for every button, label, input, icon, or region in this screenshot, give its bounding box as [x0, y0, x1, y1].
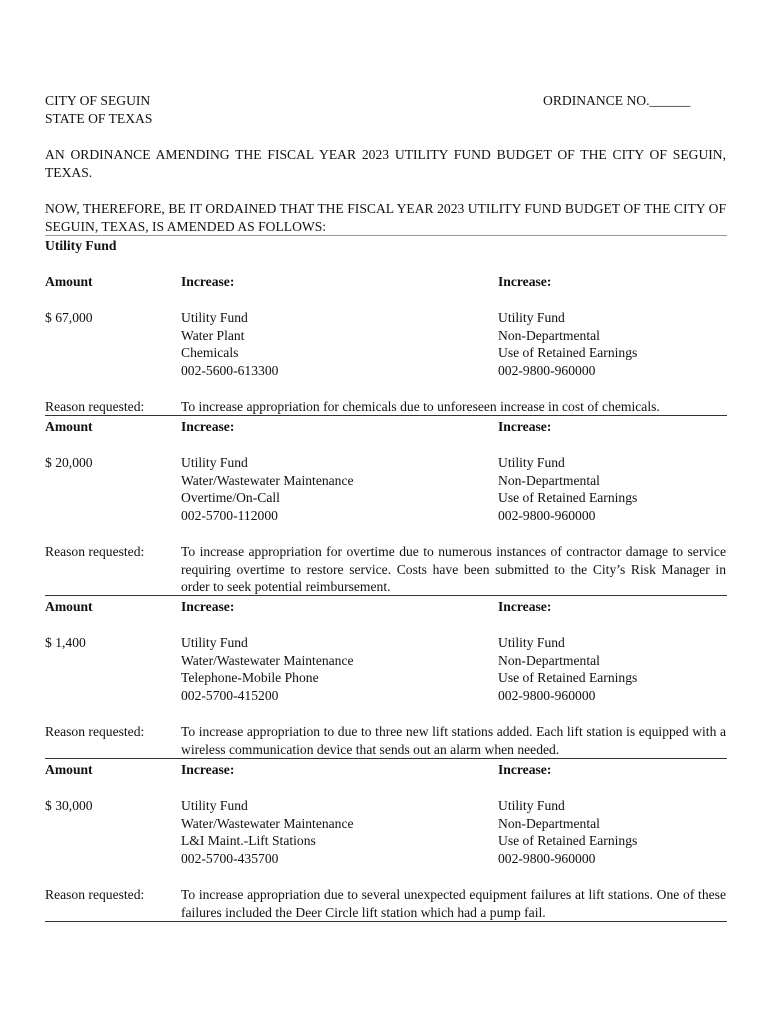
increase-label: Increase:: [498, 419, 552, 434]
item-amount: $ 20,000: [45, 455, 93, 470]
source-account: [498, 309, 637, 379]
increase-account: [181, 309, 278, 379]
account-line: Non-Departmental: [498, 327, 600, 343]
account-line: Chemicals: [181, 345, 239, 360]
item-header: [45, 761, 726, 779]
account-line: Water/Wastewater Maintenance: [181, 652, 354, 668]
account-line: Non-Departmental: [498, 472, 600, 488]
increase-label: Increase:: [498, 274, 552, 289]
reason-text: To increase appropriation for overtime due to numerous instances of contractor damage to service requiring overtime to restore service. Costs have been submitted to the City’s Risk Manager in order to seek potential reimbursement.: [181, 544, 726, 594]
budget-item: [45, 418, 726, 596]
account-number: 002-9800-960000: [498, 687, 596, 703]
ordinance-title: AN ORDINANCE AMENDING THE FISCAL YEAR 2023 UTILITY FUND BUDGET OF THE CITY OF SEGUIN, TEXAS.: [45, 147, 726, 180]
account-line: Use of Retained Earnings: [498, 670, 638, 685]
item-divider: [45, 921, 727, 922]
account-line: Utility Fund: [498, 798, 565, 813]
reason-text: To increase appropriation to due to three new lift stations added. Each lift station is equipped with a wireless communication device that sends out an alarm when needed.: [181, 724, 726, 757]
budget-item: [45, 273, 726, 416]
increase-account: [181, 634, 354, 704]
account-line: Utility Fund: [181, 455, 248, 470]
account-line: Utility Fund: [498, 310, 565, 325]
fund-title: Utility Fund: [45, 238, 117, 253]
amount-label: Amount: [45, 762, 93, 777]
increase-label: Increase:: [181, 419, 235, 434]
account-line: Utility Fund: [181, 635, 248, 650]
account-number: 002-5700-435700: [181, 850, 279, 866]
ordinance-number: ORDINANCE NO.______: [543, 93, 691, 108]
reason-row: [45, 886, 726, 921]
account-line: Utility Fund: [498, 635, 565, 650]
amount-label: Amount: [45, 599, 93, 614]
account-line: Utility Fund: [498, 455, 565, 470]
item-body: [45, 454, 726, 526]
item-amount: $ 30,000: [45, 798, 93, 813]
account-number: 002-9800-960000: [498, 507, 596, 523]
item-amount: $ 1,400: [45, 635, 86, 650]
account-line: Utility Fund: [181, 798, 248, 813]
state-name: STATE OF TEXAS: [45, 110, 153, 126]
reason-label: Reason requested:: [45, 544, 145, 559]
source-account: [498, 454, 637, 524]
reason-text: To increase appropriation due to several unexpected equipment failures at lift stations. One of these failures included the Deer Circle lift station which had a pump fail.: [181, 887, 726, 920]
increase-label: Increase:: [498, 762, 552, 777]
item-header: [45, 418, 726, 436]
account-line: Utility Fund: [181, 310, 248, 325]
item-divider: [45, 415, 727, 416]
item-header: [45, 273, 726, 291]
account-line: Water/Wastewater Maintenance: [181, 815, 354, 831]
account-line: Telephone-Mobile Phone: [181, 670, 319, 685]
source-account: [498, 797, 637, 867]
item-header: [45, 598, 726, 616]
reason-label: Reason requested:: [45, 399, 145, 414]
reason-row: [45, 398, 726, 416]
reason-text: To increase appropriation for chemicals due to unforeseen increase in cost of chemicals.: [181, 399, 660, 414]
city-name: CITY OF SEGUIN: [45, 93, 151, 108]
increase-label: Increase:: [181, 762, 235, 777]
account-line: Non-Departmental: [498, 652, 600, 668]
ordain-clause: NOW, THEREFORE, BE IT ORDAINED THAT THE FISCAL YEAR 2023 UTILITY FUND BUDGET OF THE CITY OF SEGUIN, TEXAS, IS AMENDED AS FOLLOWS:: [45, 201, 726, 234]
account-line: L&I Maint.-Lift Stations: [181, 833, 316, 848]
reason-label: Reason requested:: [45, 887, 145, 902]
account-line: Use of Retained Earnings: [498, 833, 638, 848]
increase-label: Increase:: [181, 599, 235, 614]
item-body: [45, 634, 726, 706]
amount-label: Amount: [45, 419, 93, 434]
increase-label: Increase:: [498, 599, 552, 614]
account-line: Non-Departmental: [498, 815, 600, 831]
source-account: [498, 634, 637, 704]
amount-label: Amount: [45, 274, 93, 289]
account-number: 002-5700-112000: [181, 507, 278, 523]
item-body: [45, 797, 726, 869]
account-number: 002-5600-613300: [181, 362, 279, 378]
account-number: 002-5700-415200: [181, 687, 279, 703]
increase-account: [181, 454, 354, 524]
reason-label: Reason requested:: [45, 724, 145, 739]
account-number: 002-9800-960000: [498, 850, 596, 866]
account-line: Water Plant: [181, 327, 245, 343]
account-line: Water/Wastewater Maintenance: [181, 472, 354, 488]
increase-account: [181, 797, 354, 867]
item-body: [45, 309, 726, 381]
reason-row: [45, 543, 726, 596]
account-line: Overtime/On-Call: [181, 490, 280, 505]
increase-label: Increase:: [181, 274, 235, 289]
item-divider: [45, 595, 727, 596]
account-line: Use of Retained Earnings: [498, 490, 638, 505]
budget-item: [45, 761, 726, 921]
document-header: [45, 92, 726, 127]
item-divider: [45, 758, 727, 759]
account-line: Use of Retained Earnings: [498, 345, 638, 360]
item-amount: $ 67,000: [45, 310, 93, 325]
section-divider: [45, 235, 727, 236]
reason-row: [45, 723, 726, 758]
account-number: 002-9800-960000: [498, 362, 596, 378]
budget-item: [45, 598, 726, 758]
